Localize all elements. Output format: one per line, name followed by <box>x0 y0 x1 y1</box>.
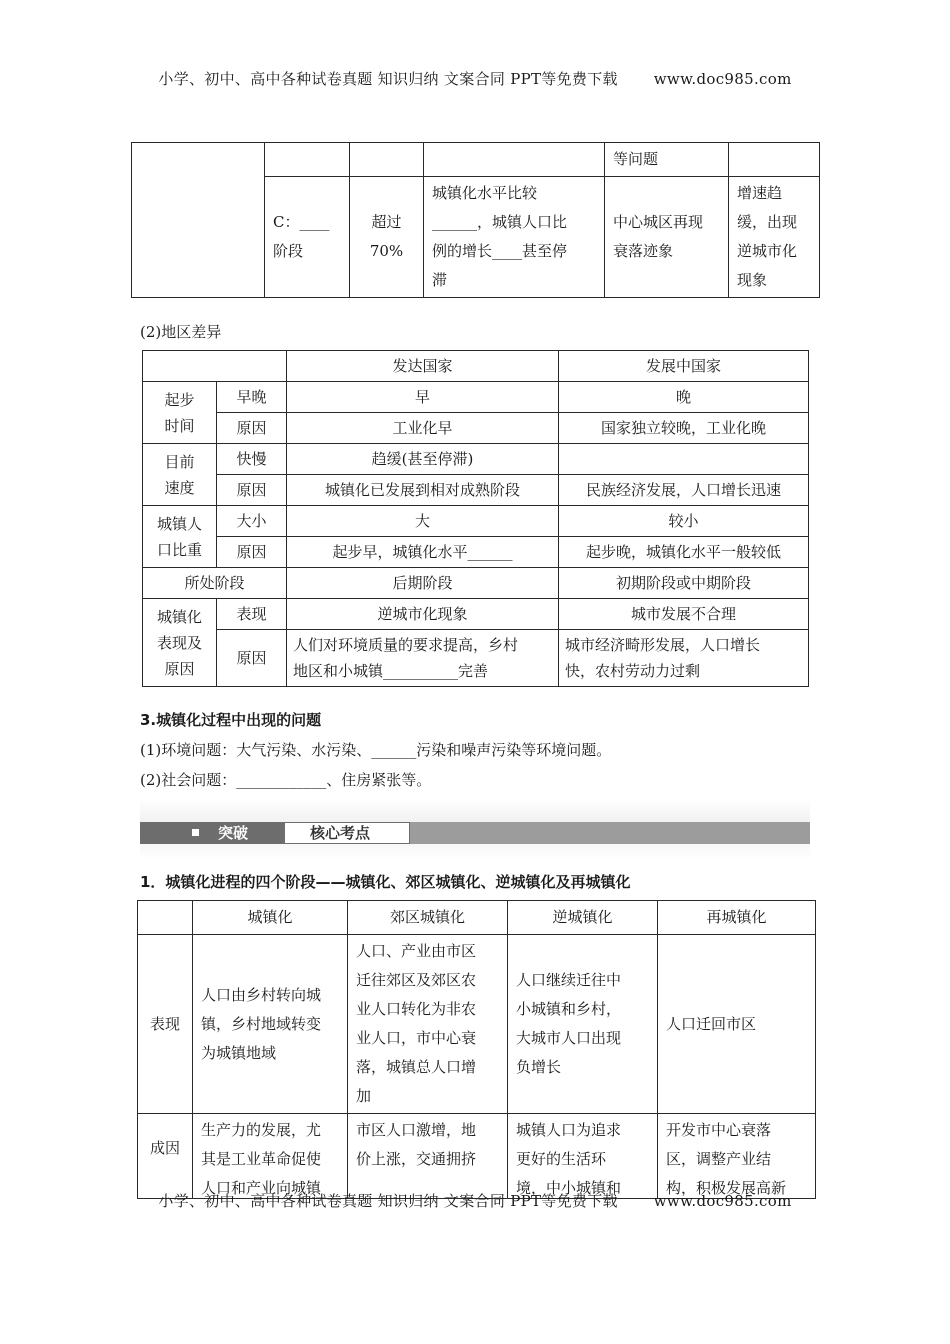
regional-difference-table <box>142 350 809 687</box>
problem-social: (2)社会问题：____________、住房紧张等。 <box>140 771 432 789</box>
banner-dark-block <box>140 822 284 844</box>
stage-c-trend: 增速趋 缓，出现 逆城市化 现象 <box>729 177 820 298</box>
table-cell <box>559 444 809 475</box>
row-label-stage: 所处阶段 <box>143 568 287 599</box>
table-cell-empty <box>132 143 265 298</box>
table-cell: 开发市中心衰落 区，调整产业结 构，积极发展高新 <box>666 1121 787 1196</box>
table-cell: 后期阶段 <box>287 568 559 599</box>
table-cell: 国家独立较晚，工业化晚 <box>559 413 809 444</box>
sub-label: 原因 <box>217 537 287 568</box>
square-bullet-icon <box>192 829 199 836</box>
table-cell: 工业化早 <box>287 413 559 444</box>
table-cell: 起步晚，城镇化水平一般较低 <box>559 537 809 568</box>
table-cell: 初期阶段或中期阶段 <box>559 568 809 599</box>
stage-c-label: C：____ 阶段 <box>265 177 350 298</box>
table-cell: 起步早，城镇化水平______ <box>287 537 559 568</box>
sub-label: 表现 <box>217 599 287 630</box>
table-cell: 城镇化已发展到相对成熟阶段 <box>287 475 559 506</box>
row-label-cause: 成因 <box>138 1114 193 1199</box>
banner-label-core: 核心考点 <box>310 824 371 842</box>
column-header: 逆城镇化 <box>508 901 658 935</box>
urbanization-stage-table-continued <box>131 142 820 298</box>
table-cell: 民族经济发展，人口增长迅速 <box>559 475 809 506</box>
table-cell: 人口迁回市区 <box>658 935 816 1114</box>
table-cell: 城镇人口为追求 更好的生活环 境，中小城镇和 <box>516 1121 622 1196</box>
column-header-developed: 发达国家 <box>287 351 559 382</box>
table-cell: 市区人口激增，地 价上涨，交通拥挤 <box>356 1121 477 1168</box>
stage-c-ratio: 超过 70% <box>350 177 424 298</box>
four-stages-table <box>137 900 816 1199</box>
table-cell-empty <box>350 143 424 177</box>
table-cell-empty <box>265 143 350 177</box>
stage-c-problem: 中心城区再现 衰落迹象 <box>605 177 729 298</box>
banner-label-breakthrough: 突破 <box>218 824 249 842</box>
section-banner <box>140 798 810 860</box>
column-header: 城镇化 <box>193 901 348 935</box>
section-regional-difference-title: (2)地区差异 <box>140 323 222 341</box>
table-cell-empty <box>138 901 193 935</box>
row-label-ratio: 城镇人 口比重 <box>143 506 217 568</box>
table-cell: 大 <box>287 506 559 537</box>
table-cell: 人口、产业由市区 迁往郊区及郊区农 业人口转化为非农 业人口，市中心衰 落，城镇总人口增 加 <box>348 935 508 1114</box>
page-footer <box>0 1190 950 1211</box>
row-label-start-time: 起步 时间 <box>143 382 217 444</box>
header-site: www.doc985.com <box>653 70 792 88</box>
table-cell: 城市经济畸形发展，人口增长 快，农村劳动力过剩 <box>559 630 809 687</box>
table-cell: 晚 <box>559 382 809 413</box>
row-label-performance: 城镇化 表现及 原因 <box>143 599 217 687</box>
problem-environment: (1)环境问题：大气污染、水污染、______污染和噪声污染等环境问题。 <box>140 741 612 759</box>
sub-label: 原因 <box>217 630 287 687</box>
table-cell-empty <box>143 351 287 382</box>
table-cell-empty <box>729 143 820 177</box>
row-label-speed: 目前 速度 <box>143 444 217 506</box>
sub-label: 大小 <box>217 506 287 537</box>
table-cell: 等问题 <box>605 143 729 177</box>
table-cell: 人口由乡村转向城 镇，乡村地域转变 为城镇地域 <box>193 935 348 1114</box>
sub-label: 早晚 <box>217 382 287 413</box>
table-cell: 趋缓(甚至停滞) <box>287 444 559 475</box>
table-cell: 较小 <box>559 506 809 537</box>
column-header-developing: 发展中国家 <box>559 351 809 382</box>
table-cell: 城市发展不合理 <box>559 599 809 630</box>
sub-label: 快慢 <box>217 444 287 475</box>
table-cell: 人口继续迁往中 小城镇和乡村， 大城市人口出现 负增长 <box>508 935 658 1114</box>
column-header: 郊区城镇化 <box>348 901 508 935</box>
sub-label: 原因 <box>217 475 287 506</box>
table-cell: 早 <box>287 382 559 413</box>
sub-label: 原因 <box>217 413 287 444</box>
stage-c-feature: 城镇化水平比较 ______，城镇人口比 例的增长____甚至停 滞 <box>424 177 605 298</box>
footer-site: www.doc985.com <box>653 1192 792 1210</box>
column-header: 再城镇化 <box>658 901 816 935</box>
table-cell: 人们对环境质量的要求提高，乡村 地区和小城镇__________完善 <box>287 630 559 687</box>
row-label-performance: 表现 <box>138 935 193 1114</box>
table-cell-empty <box>424 143 605 177</box>
table-cell: 生产力的发展，尤 其是工业革命促使 人口和产业向城镇 <box>201 1121 322 1196</box>
section-four-stages-title: 1．城镇化进程的四个阶段——城镇化、郊区城镇化、逆城镇化及再城镇化 <box>140 873 631 891</box>
table-cell: 逆城市化现象 <box>287 599 559 630</box>
header-text: 小学、初中、高中各种试卷真题 知识归纳 文案合同 PPT等免费下载 <box>158 70 618 88</box>
footer-text: 小学、初中、高中各种试卷真题 知识归纳 文案合同 PPT等免费下载 <box>158 1192 618 1210</box>
section-problems-title: 3.城镇化过程中出现的问题 <box>140 711 322 729</box>
page-header <box>0 68 950 89</box>
